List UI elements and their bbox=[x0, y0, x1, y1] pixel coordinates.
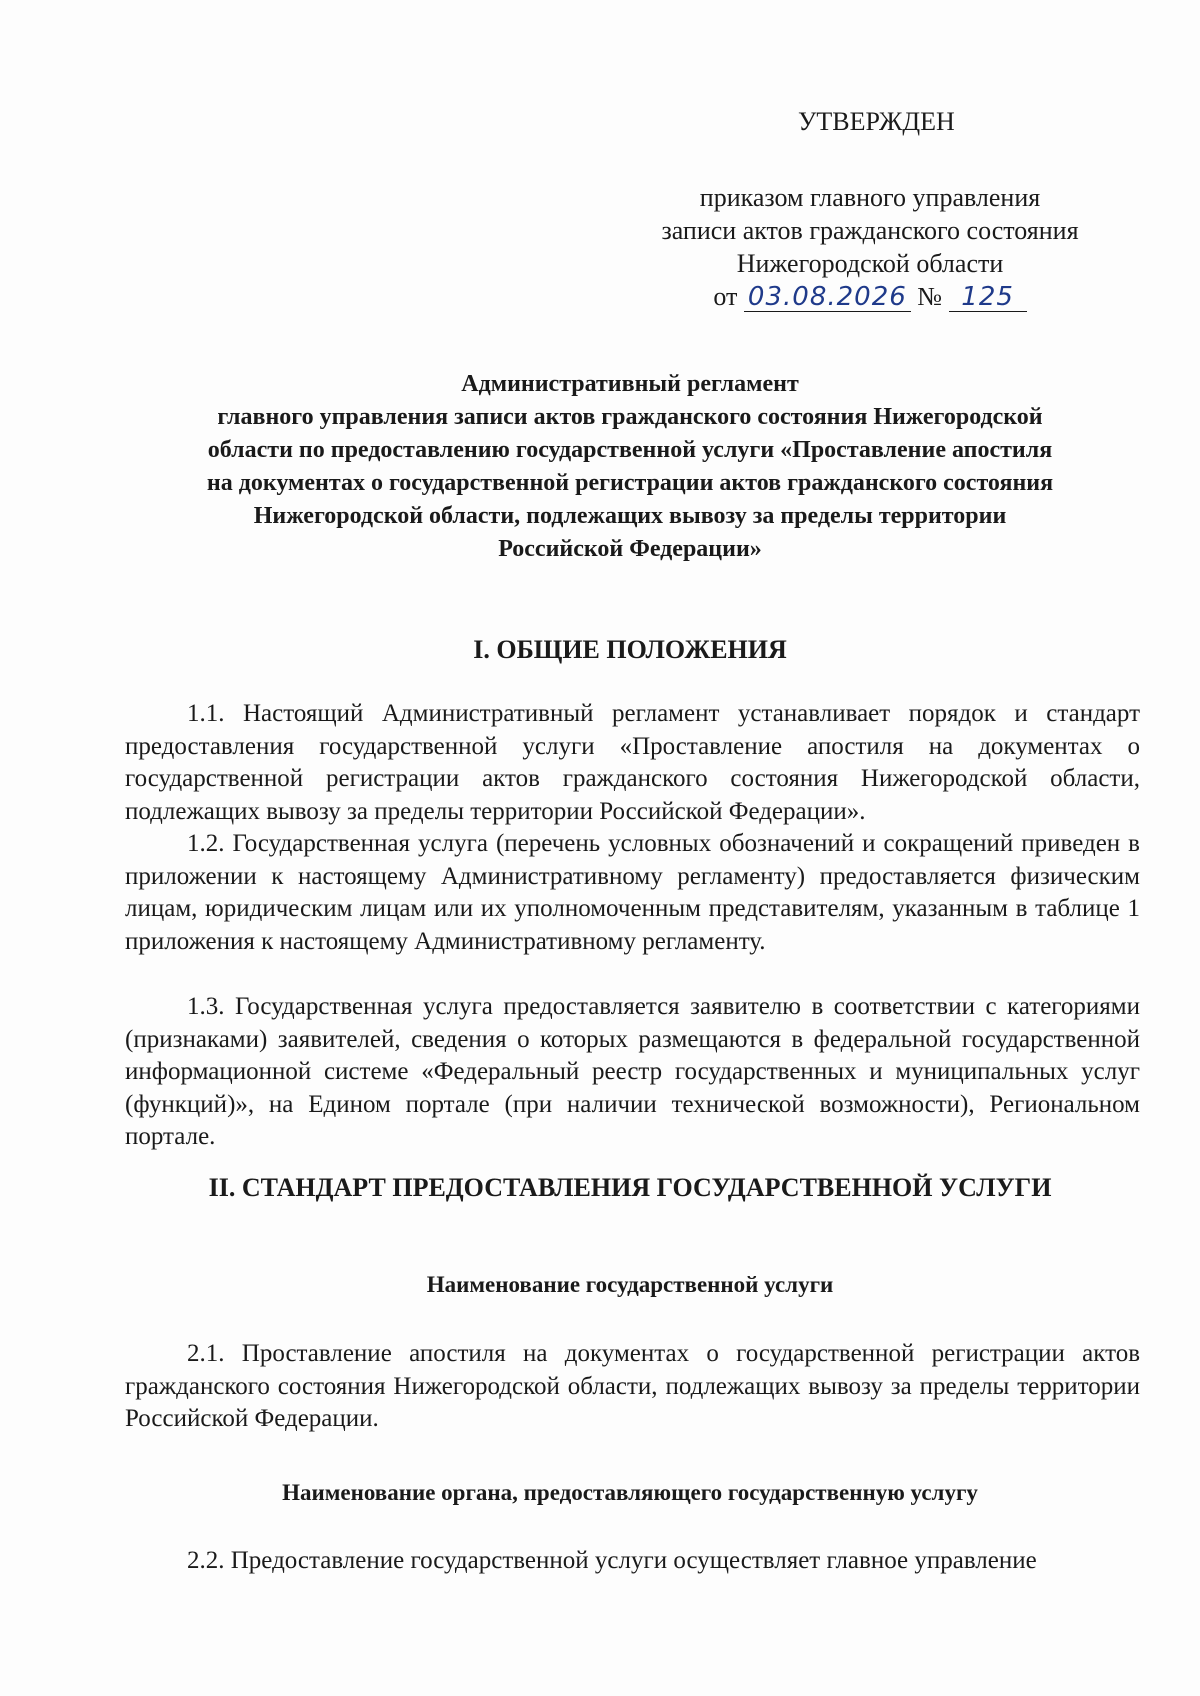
title-line: на документах о государственной регистрации актов гражданского состояния bbox=[206, 470, 1054, 496]
approved-label: УТВЕРЖДЕН bbox=[798, 107, 955, 136]
order-line: записи актов гражданского состояния bbox=[661, 216, 1079, 245]
subheading-authority-name: Наименование органа, предоставляющего государственную услугу bbox=[282, 1480, 978, 1505]
title-line: главного управления записи актов гражданского состояния Нижегородской bbox=[217, 404, 1043, 430]
date-prefix: от bbox=[713, 282, 738, 311]
paragraph-2-1: 2.1. Проставление апостиля на документах о государственной регистрации актов гражданского состояния Нижегородской области, подлежащих вывозу за пределы территории Российской Федерации. bbox=[125, 1340, 1140, 1432]
document-title bbox=[120, 368, 1140, 566]
title-line: Нижегородской области, подлежащих вывозу за пределы территории bbox=[253, 503, 1007, 529]
title-line: области по предоставлению государственной услуги «Проставление апостиля bbox=[207, 437, 1053, 463]
section-1-heading: I. ОБЩИЕ ПОЛОЖЕНИЯ bbox=[473, 635, 787, 664]
order-reference bbox=[620, 280, 1120, 313]
number-prefix: № bbox=[917, 282, 943, 311]
order-line: приказом главного управления bbox=[699, 183, 1041, 212]
title-line: Административный регламент bbox=[461, 371, 799, 397]
paragraph-1-1: 1.1. Настоящий Административный регламент устанавливает порядок и стандарт предоставления государственной услуги «Проставление апостиля на документах о государственной регистрации актов гражданского состояния Нижегородской области, подлежащих вывозу за пределы территории Российской Федерации». bbox=[125, 700, 1140, 825]
handwritten-number: 125 bbox=[949, 283, 1027, 312]
subheading-service-name: Наименование государственной услуги bbox=[426, 1272, 834, 1297]
paragraph-1-3: 1.3. Государственная услуга предоставляется заявителю в соответствии с категориями (признаками) заявителей, сведения о которых размещаются в федеральной государственной информационной системе «Федеральный реестр государственных и муниципальных услуг (функций)», на Едином портале (при наличии технической возможности), Региональном портале. bbox=[125, 993, 1140, 1150]
order-line: Нижегородской области bbox=[736, 249, 1004, 278]
handwritten-date: 03.08.2026 bbox=[744, 283, 911, 312]
section-2-heading: II. СТАНДАРТ ПРЕДОСТАВЛЕНИЯ ГОСУДАРСТВЕННОЙ УСЛУГИ bbox=[208, 1173, 1052, 1202]
paragraph-1-2: 1.2. Государственная услуга (перечень условных обозначений и сокращений приведен в приложении к настоящему Административному регламенту) предоставляется физическим лицам, юридическим лицам или их уполномоченным представителям, указанным в таблице 1 приложения к настоящему Административному регламенту. bbox=[125, 830, 1140, 955]
order-lines bbox=[620, 181, 1120, 313]
title-line: Российской Федерации» bbox=[498, 536, 762, 562]
paragraph-2-2: 2.2. Предоставление государственной услуги осуществляет главное управление bbox=[187, 1547, 1037, 1574]
